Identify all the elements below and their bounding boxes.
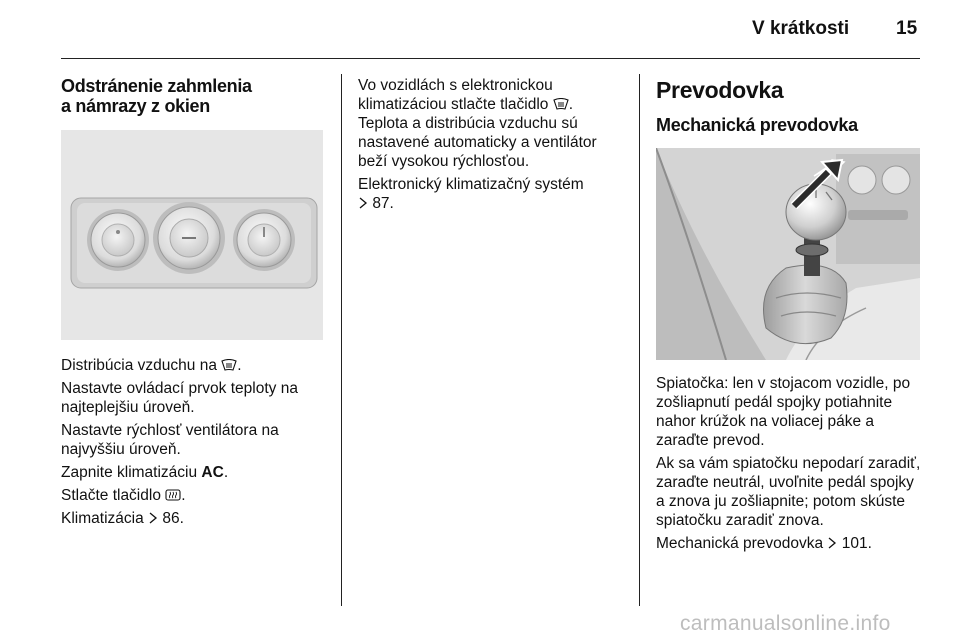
paragraph-air-conditioning: Zapnite klimatizáciu AC. bbox=[61, 464, 229, 481]
paragraph-air-distribution: Distribúcia vzduchu na . bbox=[61, 357, 242, 374]
paragraph-temperature: Nastavte ovládací prvok teploty na najteplejšiu úroveň. bbox=[61, 380, 298, 416]
paragraph-fan-speed: Nastavte rýchlosť ventilátora na najvyššiu úroveň. bbox=[61, 422, 279, 458]
paragraph-electronic-climate: Vo vozidlách s elektronickou klimatizáciou stlačte tlačidlo . Teplota a distribúcia vzduchu sú nastavené automaticky a ventilátor beží vysokou rýchlosťou. bbox=[358, 77, 597, 170]
column-transmission bbox=[656, 76, 922, 557]
fan-speed-knob bbox=[153, 202, 225, 274]
column-electronic-climate bbox=[358, 76, 624, 217]
page-section-title: V krátkosti bbox=[752, 18, 850, 39]
page-reference-arrow-icon bbox=[827, 537, 837, 549]
page-reference-arrow-icon bbox=[358, 197, 368, 209]
column-divider-left bbox=[341, 74, 342, 606]
subheading-manual-transmission: Mechanická prevodovka bbox=[656, 115, 858, 135]
section-heading-transmission: Prevodovka bbox=[656, 77, 784, 103]
heading-line-2: a námrazy z okien bbox=[61, 96, 210, 116]
column-defrost bbox=[61, 76, 325, 532]
page-number: 15 bbox=[896, 18, 918, 39]
paragraph-electronic-climate-reference: Elektronický klimatizačný systém 87. bbox=[358, 176, 584, 212]
watermark: carmanualsonline.info bbox=[680, 612, 891, 635]
air-distribution-knob bbox=[233, 209, 295, 271]
header-divider bbox=[61, 58, 920, 59]
paragraph-reverse-gear: Spiatočka: len v stojacom vozidle, po zošliapnutí pedál spojky potiahnite nahor krúžok na voliacej páke a zaraďte prevod. bbox=[656, 375, 911, 449]
page-reference-arrow-icon bbox=[148, 512, 158, 524]
heading-line-1: Odstránenie zahmlenia bbox=[61, 76, 252, 96]
gear-lever-illustration bbox=[656, 148, 920, 360]
climate-controls-illustration bbox=[61, 130, 323, 340]
rear-window-heat-icon bbox=[165, 489, 181, 501]
windscreen-defrost-icon bbox=[221, 359, 237, 371]
temperature-knob bbox=[87, 209, 149, 271]
paragraph-press-button: Stlačte tlačidlo . bbox=[61, 487, 186, 504]
paragraph-transmission-reference: Mechanická prevodovka 101. bbox=[656, 535, 872, 552]
paragraph-climate-reference: Klimatizácia 86. bbox=[61, 510, 184, 527]
paragraph-reverse-retry: Ak sa vám spiatočku nepodarí zaradiť, zaraďte neutrál, uvoľnite pedál spojky a znova ju zošliapnite; potom skúste spiatočku zaradiť znova. bbox=[656, 455, 921, 529]
section-heading-defrost bbox=[61, 76, 325, 116]
windscreen-defrost-icon bbox=[553, 98, 569, 110]
column-divider-right bbox=[639, 74, 640, 606]
